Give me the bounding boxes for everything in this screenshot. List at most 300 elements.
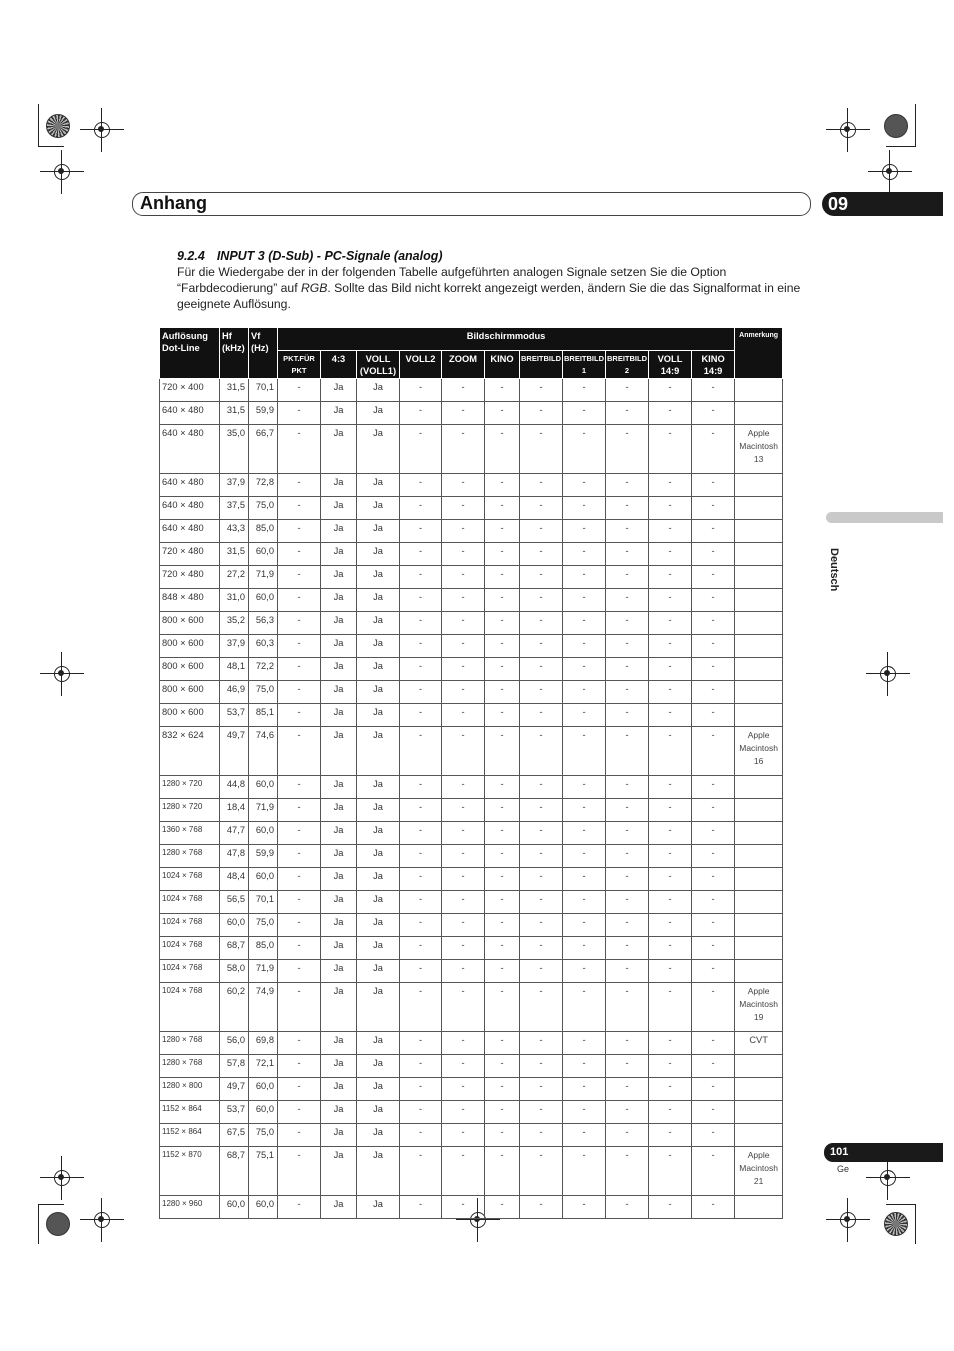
cell-mode: - [400,566,442,589]
cell-mode: - [485,612,520,635]
cell-mode: - [278,520,321,543]
cell-note [735,1196,783,1219]
cell-mode: - [442,1124,485,1147]
cell-hf: 57,8 [220,1055,249,1078]
table-row [160,566,783,589]
cell-mode: - [520,1101,563,1124]
cell-mode: - [649,1032,692,1055]
cell-mode: - [649,497,692,520]
cell-note [735,520,783,543]
cell-resolution: 1024 × 768 [160,960,220,983]
cell-mode: - [563,937,606,960]
cell-hf: 47,8 [220,845,249,868]
cell-mode: - [563,914,606,937]
cell-mode: - [278,1196,321,1219]
cell-mode: Ja [321,937,357,960]
cell-mode: - [400,520,442,543]
table-row [160,497,783,520]
cell-mode: Ja [321,704,357,727]
cell-mode: Ja [357,1147,400,1196]
cell-mode: - [692,822,735,845]
cell-hf: 35,0 [220,425,249,474]
table-row [160,658,783,681]
cell-mode: - [442,845,485,868]
cell-mode: - [649,960,692,983]
cell-mode: - [649,474,692,497]
cell-resolution: 1152 × 870 [160,1147,220,1196]
cell-mode: - [400,845,442,868]
cell-mode: - [649,1101,692,1124]
cell-mode: Ja [357,658,400,681]
cell-mode: - [649,402,692,425]
cell-mode: Ja [357,845,400,868]
cell-vf: 74,9 [249,983,278,1032]
cell-mode: - [606,474,649,497]
cell-mode: Ja [321,474,357,497]
cell-mode: - [278,914,321,937]
cell-mode: - [520,1196,563,1219]
cell-hf: 31,5 [220,402,249,425]
cell-vf: 66,7 [249,425,278,474]
cell-mode: - [692,960,735,983]
cell-resolution: 1152 × 864 [160,1101,220,1124]
cell-mode: Ja [357,612,400,635]
cell-mode: - [442,1078,485,1101]
cell-mode: - [278,704,321,727]
cell-mode: - [485,1032,520,1055]
cell-note [735,681,783,704]
cell-mode: - [563,402,606,425]
cell-mode: - [563,776,606,799]
cell-mode: - [442,776,485,799]
cell-hf: 60,0 [220,914,249,937]
cell-mode: - [520,379,563,402]
cell-hf: 53,7 [220,704,249,727]
cell-mode: Ja [357,635,400,658]
cell-mode: - [278,868,321,891]
cell-resolution: 1280 × 720 [160,799,220,822]
cell-mode: - [692,681,735,704]
cell-hf: 48,4 [220,868,249,891]
cell-vf: 59,9 [249,402,278,425]
cell-mode: - [606,589,649,612]
cell-mode: - [692,379,735,402]
cell-mode: Ja [357,1032,400,1055]
cell-mode: - [692,727,735,776]
cell-note [735,566,783,589]
cell-mode: - [485,543,520,566]
cell-mode: - [649,868,692,891]
cell-mode: - [442,589,485,612]
cell-mode: - [442,937,485,960]
cell-mode: - [520,566,563,589]
cell-mode: - [606,845,649,868]
cell-mode: - [485,681,520,704]
cell-mode: - [485,937,520,960]
cell-mode: - [278,635,321,658]
cell-mode: - [400,776,442,799]
table-row [160,635,783,658]
cell-mode: - [649,520,692,543]
cell-vf: 72,2 [249,658,278,681]
cell-hf: 37,9 [220,474,249,497]
header-vf: Vf (Hz) [249,328,278,379]
cell-note [735,960,783,983]
cell-mode: - [278,799,321,822]
cell-mode: Ja [321,799,357,822]
cell-mode: - [520,776,563,799]
cell-hf: 60,2 [220,983,249,1032]
cell-mode: - [563,589,606,612]
cell-mode: - [442,497,485,520]
cell-mode: - [442,543,485,566]
cell-mode: - [692,612,735,635]
cell-vf: 74,6 [249,727,278,776]
header-hf: Hf (kHz) [220,328,249,379]
cell-mode: - [400,914,442,937]
cell-hf: 46,9 [220,681,249,704]
cell-note [735,658,783,681]
table-row [160,727,783,776]
cell-mode: - [692,1032,735,1055]
cell-mode: - [485,1078,520,1101]
header-note: Anmerkung [735,328,783,379]
cell-hf: 49,7 [220,1078,249,1101]
cell-mode: - [649,425,692,474]
cell-note [735,543,783,566]
header-mode: PKT.FÜR PKT [278,351,321,379]
cell-mode: - [278,566,321,589]
cell-mode: - [563,960,606,983]
cell-mode: - [400,1124,442,1147]
cell-hf: 56,0 [220,1032,249,1055]
cell-mode: - [485,799,520,822]
cell-resolution: 1280 × 800 [160,1078,220,1101]
cell-mode: - [485,402,520,425]
cell-mode: - [649,1055,692,1078]
cell-mode: - [485,566,520,589]
cell-mode: - [400,497,442,520]
cell-mode: - [485,1196,520,1219]
cell-mode: - [563,425,606,474]
cell-vf: 60,0 [249,776,278,799]
cell-hf: 31,5 [220,379,249,402]
pc-signal-table [159,327,783,1219]
cell-mode: - [692,937,735,960]
cell-mode: - [485,704,520,727]
table-row [160,1147,783,1196]
cell-mode: Ja [357,960,400,983]
table-row [160,1196,783,1219]
cell-mode: Ja [357,776,400,799]
cell-mode: - [606,612,649,635]
cell-resolution: 720 × 400 [160,379,220,402]
cell-mode: Ja [321,1196,357,1219]
cell-mode: - [606,1078,649,1101]
cell-mode: - [485,474,520,497]
cell-vf: 85,0 [249,520,278,543]
table-row [160,425,783,474]
cell-note [735,635,783,658]
page-number: 101 [830,1146,849,1158]
cell-mode: - [520,612,563,635]
cell-vf: 75,0 [249,497,278,520]
cell-vf: 59,9 [249,845,278,868]
cell-mode: - [520,868,563,891]
cell-mode: - [442,1032,485,1055]
cell-mode: - [400,822,442,845]
cell-mode: - [278,937,321,960]
cell-mode: - [278,543,321,566]
cell-vf: 71,9 [249,566,278,589]
cell-mode: - [692,402,735,425]
header-mode: KINO [485,351,520,379]
cell-mode: - [563,799,606,822]
cell-mode: - [485,960,520,983]
cell-mode: - [400,402,442,425]
cell-hf: 44,8 [220,776,249,799]
cell-vf: 71,9 [249,799,278,822]
language-label: Deutsch [828,548,840,592]
cell-mode: Ja [357,681,400,704]
cell-mode: Ja [357,1078,400,1101]
cell-mode: - [606,425,649,474]
cell-mode: - [520,425,563,474]
cell-hf: 31,0 [220,589,249,612]
cell-mode: - [400,868,442,891]
cell-mode: - [442,914,485,937]
cell-hf: 37,9 [220,635,249,658]
cell-hf: 35,2 [220,612,249,635]
cell-hf: 49,7 [220,727,249,776]
cell-resolution: 1024 × 768 [160,937,220,960]
cell-mode: - [649,379,692,402]
cell-resolution: 800 × 600 [160,658,220,681]
cell-mode: Ja [357,1055,400,1078]
cell-mode: - [520,681,563,704]
table-row [160,983,783,1032]
cell-resolution: 1280 × 960 [160,1196,220,1219]
cell-mode: Ja [321,589,357,612]
cell-mode: - [520,635,563,658]
cell-mode: - [649,822,692,845]
cell-mode: - [692,891,735,914]
cell-mode: - [442,891,485,914]
cell-mode: - [606,727,649,776]
cell-vf: 70,1 [249,891,278,914]
cell-resolution: 1024 × 768 [160,914,220,937]
cell-vf: 75,0 [249,914,278,937]
cell-hf: 68,7 [220,1147,249,1196]
cell-mode: - [442,1147,485,1196]
table-row [160,520,783,543]
cell-mode: - [400,937,442,960]
cell-mode: - [606,891,649,914]
cell-mode: Ja [357,1101,400,1124]
cell-mode: - [606,520,649,543]
cell-mode: - [563,1124,606,1147]
cell-mode: Ja [357,914,400,937]
cell-mode: - [278,612,321,635]
cell-mode: - [442,868,485,891]
cell-mode: - [520,589,563,612]
cell-note: Apple Macintosh 19 [735,983,783,1032]
cell-mode: - [400,799,442,822]
cell-mode: - [606,1196,649,1219]
language-tab [826,512,943,523]
cell-mode: - [649,1147,692,1196]
cell-mode: - [606,937,649,960]
cell-mode: - [278,1055,321,1078]
header-resolution: Auflösung Dot-Line [160,328,220,379]
cell-mode: Ja [357,497,400,520]
cell-mode: Ja [357,543,400,566]
cell-mode: - [278,822,321,845]
cell-mode: Ja [357,474,400,497]
cell-mode: - [485,520,520,543]
table-row [160,776,783,799]
cell-mode: - [563,681,606,704]
cell-mode: Ja [321,497,357,520]
table-row [160,612,783,635]
cell-mode: - [400,1196,442,1219]
page-title: Anhang [140,193,207,213]
cell-mode: Ja [321,635,357,658]
cell-vf: 72,8 [249,474,278,497]
cell-mode: - [520,497,563,520]
cell-mode: - [400,1101,442,1124]
cell-mode: Ja [357,520,400,543]
cell-mode: - [563,543,606,566]
cell-mode: - [520,1078,563,1101]
cell-mode: - [442,425,485,474]
cell-resolution: 640 × 480 [160,474,220,497]
cell-mode: - [400,1147,442,1196]
cell-resolution: 640 × 480 [160,497,220,520]
header-mode: BREITBILD [520,351,563,379]
cell-mode: - [692,589,735,612]
cell-mode: - [485,497,520,520]
chapter-number: 09 [828,194,849,214]
cell-mode: - [649,612,692,635]
cell-note [735,845,783,868]
cell-hf: 48,1 [220,658,249,681]
cell-note [735,589,783,612]
cell-hf: 31,5 [220,543,249,566]
table-row [160,589,783,612]
cell-note [735,1055,783,1078]
cell-mode: - [563,1147,606,1196]
cell-note [735,379,783,402]
cell-vf: 75,0 [249,1124,278,1147]
cell-mode: - [563,1196,606,1219]
cell-mode: Ja [321,681,357,704]
cell-mode: - [692,983,735,1032]
cell-note [735,776,783,799]
cell-mode: - [606,658,649,681]
cell-mode: - [563,891,606,914]
cell-mode: - [442,1055,485,1078]
cell-mode: - [400,891,442,914]
cell-mode: - [649,914,692,937]
cell-resolution: 1280 × 768 [160,1055,220,1078]
cell-mode: - [606,566,649,589]
table-row [160,1124,783,1147]
cell-mode: - [649,891,692,914]
cell-mode: - [563,379,606,402]
cell-mode: - [520,1124,563,1147]
cell-mode: Ja [321,612,357,635]
cell-mode: Ja [357,727,400,776]
cell-mode: - [485,1147,520,1196]
cell-note [735,1078,783,1101]
cell-resolution: 1152 × 864 [160,1124,220,1147]
cell-mode: - [278,1032,321,1055]
cell-mode: Ja [321,868,357,891]
cell-mode: Ja [357,704,400,727]
cell-mode: - [563,845,606,868]
cell-mode: - [400,1078,442,1101]
cell-resolution: 800 × 600 [160,681,220,704]
table-row [160,1101,783,1124]
cell-mode: - [606,776,649,799]
cell-mode: - [649,1196,692,1219]
cell-mode: - [442,635,485,658]
cell-mode: - [520,1147,563,1196]
cell-mode: Ja [321,1101,357,1124]
cell-mode: - [692,1196,735,1219]
cell-mode: - [400,425,442,474]
cell-mode: Ja [321,402,357,425]
cell-mode: - [563,520,606,543]
cell-resolution: 640 × 480 [160,402,220,425]
cell-vf: 85,1 [249,704,278,727]
table-row [160,402,783,425]
cell-mode: - [442,704,485,727]
cell-mode: - [692,520,735,543]
cell-mode: - [278,1124,321,1147]
cell-mode: - [400,960,442,983]
cell-resolution: 848 × 480 [160,589,220,612]
header-screen-mode: Bildschirmmodus [278,328,735,351]
cell-mode: - [649,566,692,589]
cell-mode: - [606,960,649,983]
cell-mode: - [606,704,649,727]
cell-mode: - [400,589,442,612]
cell-mode: - [400,612,442,635]
cell-mode: - [692,799,735,822]
cell-resolution: 1280 × 768 [160,845,220,868]
cell-mode: - [520,543,563,566]
cell-note [735,402,783,425]
cell-mode: - [442,822,485,845]
cell-mode: Ja [321,1032,357,1055]
table-row [160,379,783,402]
cell-hf: 53,7 [220,1101,249,1124]
cell-mode: - [278,658,321,681]
cell-resolution: 800 × 600 [160,704,220,727]
cell-vf: 60,0 [249,543,278,566]
cell-mode: - [520,937,563,960]
cell-vf: 70,1 [249,379,278,402]
table-row [160,822,783,845]
cell-mode: - [485,776,520,799]
cell-mode: - [563,983,606,1032]
cell-vf: 60,0 [249,822,278,845]
cell-mode: - [692,1101,735,1124]
cell-mode: - [442,658,485,681]
cell-mode: - [692,776,735,799]
